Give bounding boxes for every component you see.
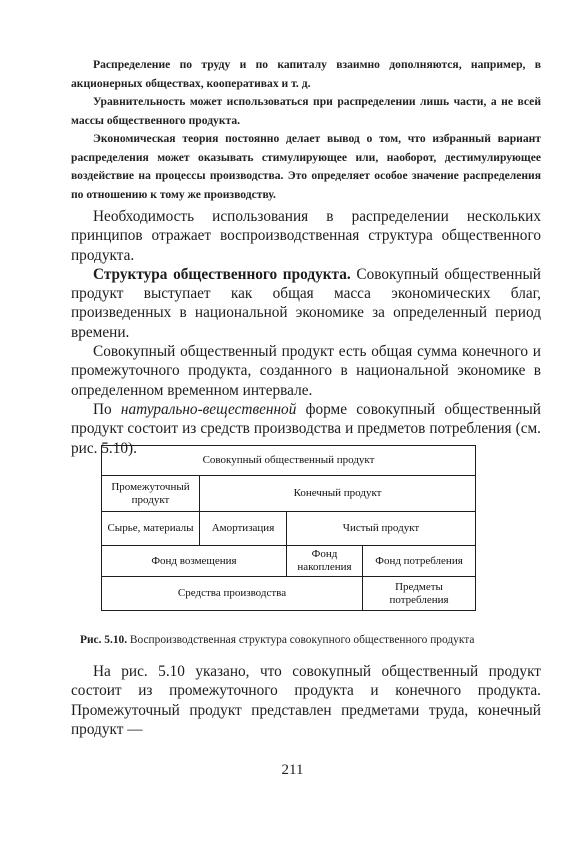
- paragraph: На рис. 5.10 указано, что совокупный общественный продукт состоит из промежуточного продукта и конечного продукта. Промежуточный продукт представлен предметами труда, конечный продукт —: [71, 663, 541, 738]
- diagram-cell-consumption-fund: Фонд потребления: [363, 546, 476, 577]
- product-structure-diagram: [101, 445, 476, 611]
- paragraph-text: форме совокупный общественный продукт состоит из средств производства и предметов потребления (см. рис. 5.10).: [71, 400, 541, 457]
- paragraph-text: По: [93, 400, 121, 418]
- diagram-cell-consumer-goods: Предметы потребления: [363, 577, 476, 611]
- small-print-block: [71, 56, 541, 204]
- diagram-cell-depreciation: Амортизация: [200, 512, 287, 546]
- diagram-cell-accumulation-fund: Фонд накопления: [287, 546, 363, 577]
- paragraph: Экономическая теория постоянно делает вывод о том, что избранный вариант распределения может оказывать стимулирующее или, наоборот, дестимулирующее воздействие на процессы производства. Это определяет особое значение распределения по отношению к тому же производству.: [71, 132, 541, 201]
- bottom-text-block: [71, 662, 541, 739]
- paragraph: Необходимость использования в распределении нескольких принципов отражает воспроизводственная структура общественного продукта.: [71, 208, 541, 264]
- figure-label: Рис. 5.10.: [80, 634, 128, 646]
- paragraph: Распределение по труду и по капиталу взаимно дополняются, например, в акционерных обществах, кооперативах и т. д.: [71, 58, 541, 90]
- page-number: 211: [281, 762, 304, 778]
- figure-caption: [80, 633, 550, 647]
- diagram-cell-final-product: Конечный продукт: [200, 476, 476, 512]
- emphasis: натурально-вещественной: [120, 400, 297, 418]
- diagram-cell-means-of-production: Средства производства: [102, 577, 363, 611]
- main-text-block: [71, 207, 541, 458]
- figure-caption-text: Воспроизводственная структура совокупного общественного продукта: [127, 634, 475, 646]
- paragraph: [71, 265, 541, 342]
- paragraph: Уравнительность может использоваться при распределении лишь части, а не всей массы общественного продукта.: [71, 95, 541, 127]
- diagram-cell-net-product: Чистый продукт: [287, 512, 476, 546]
- diagram-cell-raw-materials: Сырье, материалы: [102, 512, 200, 546]
- diagram-cell-replacement-fund: Фонд возмещения: [102, 546, 287, 577]
- section-heading: Структура общественного продукта.: [93, 265, 351, 283]
- diagram-cell-intermediate-product: Промежуточный продукт: [102, 476, 200, 512]
- paragraph-text: Совокупный общественный продукт выступает как общая масса экономических благ, произведенных в национальной экономике за определенный период времени.: [71, 265, 541, 341]
- diagram-cell-total-product: Совокупный общественный продукт: [102, 446, 476, 476]
- paragraph: Совокупный общественный продукт есть общая сумма конечного и промежуточного продукта, созданного в национальной экономике в определенном временном интервале.: [71, 343, 541, 399]
